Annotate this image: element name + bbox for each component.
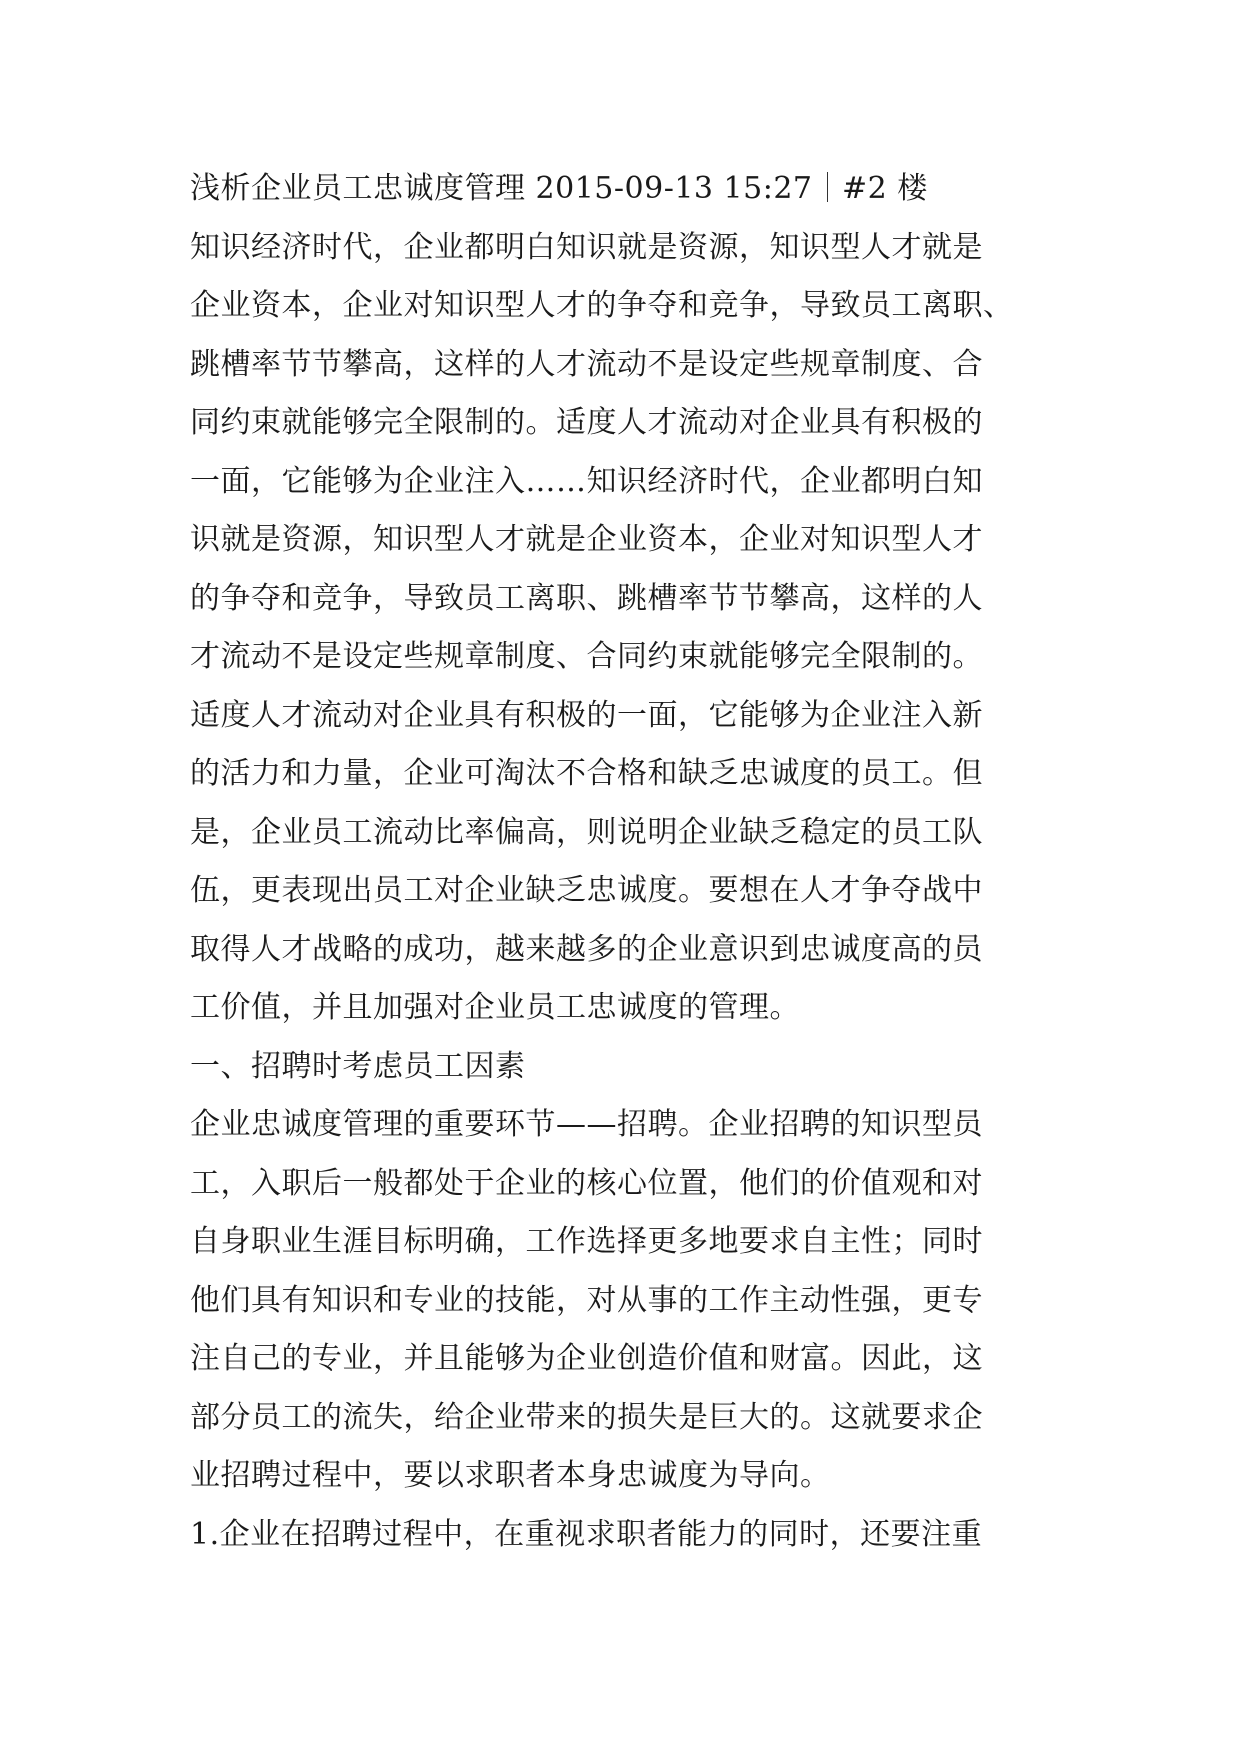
- text-line: 注自己的专业，并且能够为企业创造价值和财富。因此，这: [190, 1341, 983, 1376]
- text-line: 企业忠诚度管理的重要环节——招聘。企业招聘的知识型员: [190, 1107, 983, 1142]
- text-line: 取得人才战略的成功，越来越多的企业意识到忠诚度高的员: [190, 931, 983, 967]
- text-line: 跳槽率节节攀高，这样的人才流动不是设定些规章制度、合: [190, 346, 983, 382]
- text-line: 工价值，并且加强对企业员工忠诚度的管理。: [190, 990, 800, 1025]
- post-datetime: 2015-09-13 15:27: [535, 171, 813, 206]
- text-line: 1.企业在招聘过程中，在重视求职者能力的同时，还要注重: [190, 1516, 983, 1552]
- paragraph-lines: [190, 219, 1062, 1565]
- text-line: 知识经济时代，企业都明白知识就是资源，知识型人才就是: [190, 229, 983, 265]
- text-line: 部分员工的流失，给企业带来的损失是巨大的。这就要求企: [190, 1399, 983, 1435]
- text-line: 伍，更表现出员工对企业缺乏忠诚度。要想在人才争夺战中: [190, 873, 983, 908]
- text-line: 同约束就能够完全限制的。适度人才流动对企业具有积极的: [190, 405, 983, 440]
- document-body: [190, 160, 1062, 1564]
- text-line: 工，入职后一般都处于企业的核心位置，他们的价值观和对: [190, 1165, 983, 1201]
- post-title: 浅析企业员工忠诚度管理: [190, 171, 526, 206]
- text-line: 识就是资源，知识型人才就是企业资本，企业对知识型人才: [190, 522, 983, 557]
- text-line: 一、招聘时考虑员工因素: [190, 1048, 526, 1084]
- text-line: 企业资本，企业对知识型人才的争夺和竞争，导致员工离职、: [190, 288, 1014, 323]
- text-line: 才流动不是设定些规章制度、合同约束就能够完全限制的。: [190, 639, 983, 674]
- post-floor-number: #2 楼: [842, 171, 928, 206]
- post-header: [190, 160, 1062, 219]
- text-line: 是，企业员工流动比率偏高，则说明企业缺乏稳定的员工队: [190, 814, 983, 850]
- text-line: 的争夺和竞争，导致员工离职、跳槽率节节攀高，这样的人: [190, 580, 983, 616]
- text-line: 适度人才流动对企业具有积极的一面，它能够为企业注入新: [190, 697, 983, 733]
- text-line: 业招聘过程中，要以求职者本身忠诚度为导向。: [190, 1458, 831, 1493]
- text-line: 的活力和力量，企业可淘汰不合格和缺乏忠诚度的员工。但: [190, 756, 983, 791]
- text-line: 自身职业生涯目标明确，工作选择更多地要求自主性；同时: [190, 1224, 983, 1259]
- text-line: 一面，它能够为企业注入……知识经济时代，企业都明白知: [190, 463, 983, 499]
- text-line: 他们具有知识和专业的技能，对从事的工作主动性强，更专: [190, 1282, 983, 1318]
- header-separator: [827, 172, 829, 202]
